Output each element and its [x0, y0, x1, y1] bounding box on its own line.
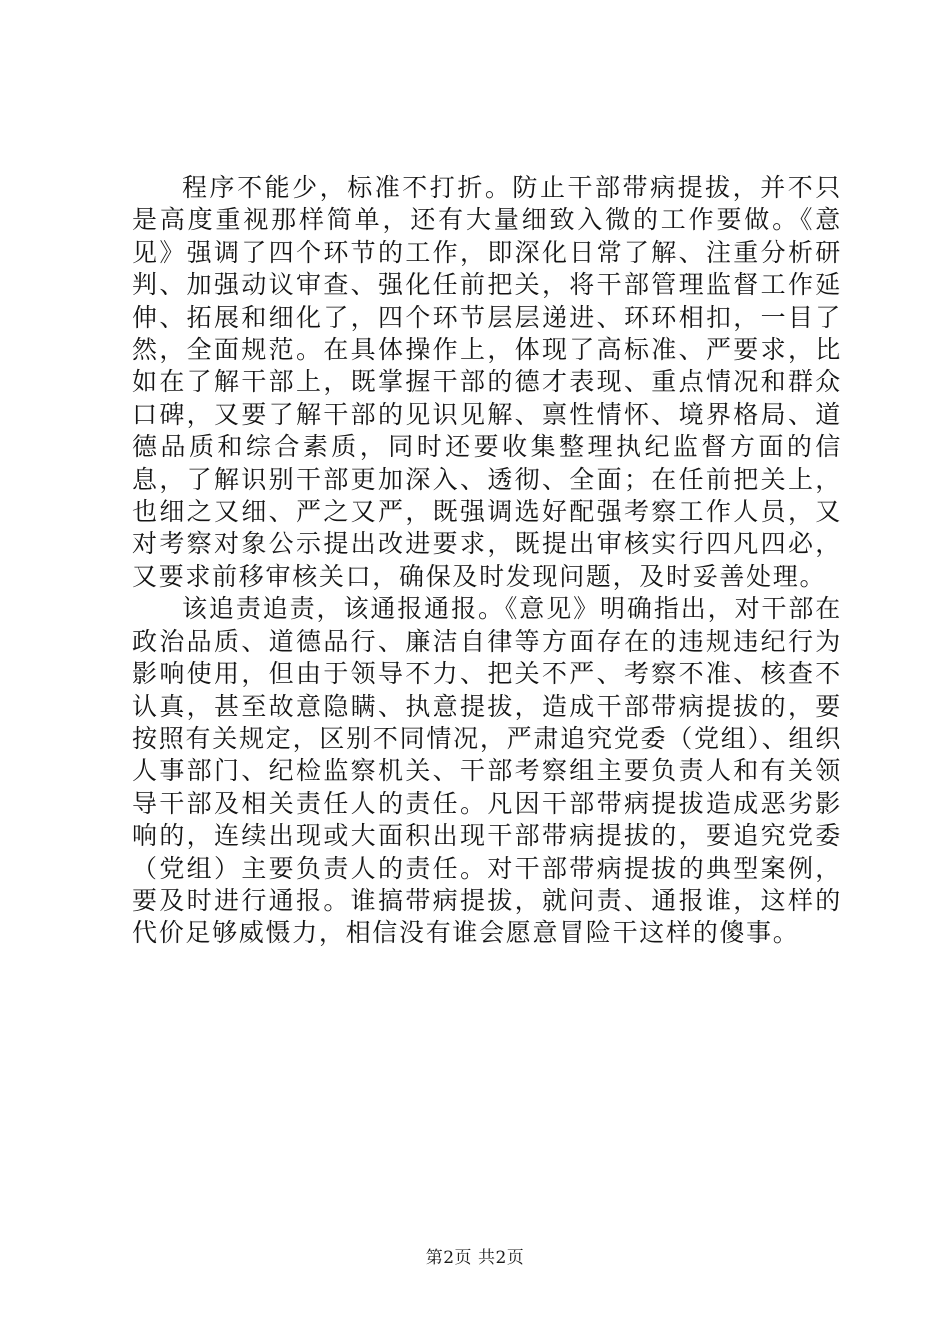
- paragraph-procedure-standards: 程序不能少，标准不打折。防止干部带病提拔，并不只是高度重视那样简单，还有大量细致入微的工作要做。《意见》强调了四个环节的工作，即深化日常了解、注重分析研判、加强动议审查、强化任前把关，将干部管理监督工作延伸、拓展和细化了，四个环节层层递进、环环相扣，一目了然，全面规范。在具体操作上，体现了高标准、严要求，比如在了解干部上，既掌握干部的德才表现、重点情况和群众口碑，又要了解干部的见识见解、禀性情怀、境界格局、道德品质和综合素质，同时还要收集整理执纪监督方面的信息，了解识别干部更加深入、透彻、全面；在任前把关上，也细之又细、严之又严，既强调选好配强考察工作人员，又对考察对象公示提出改进要求，既提出审核实行四凡四必，又要求前移审核关口，确保及时发现问题，及时妥善处理。: [132, 173, 842, 591]
- page-footer: 第2页 共2页: [425, 1248, 525, 1268]
- paragraph-accountability: 该追责追责，该通报通报。《意见》明确指出，对干部在政治品质、道德品行、廉洁自律等方面存在的违规违纪行为影响使用，但由于领导不力、把关不严、考察不准、核查不认真，甚至故意隐瞒、执意提拔，造成干部带病提拔的，要按照有关规定，区别不同情况，严肃追究党委（党组）、组织人事部门、纪检监察机关、干部考察组主要负责人和有关领导干部及相关责任人的责任。凡因干部带病提拔造成恶劣影响的，连续出现或大面积出现干部带病提拔的，要追究党委（党组）主要负责人的责任。对干部带病提拔的典型案例，要及时进行通报。谁搞带病提拔，就问责、通报谁，这样的代价足够威慑力，相信没有谁会愿意冒险干这样的傻事。: [132, 594, 842, 948]
- document-body: [132, 172, 842, 950]
